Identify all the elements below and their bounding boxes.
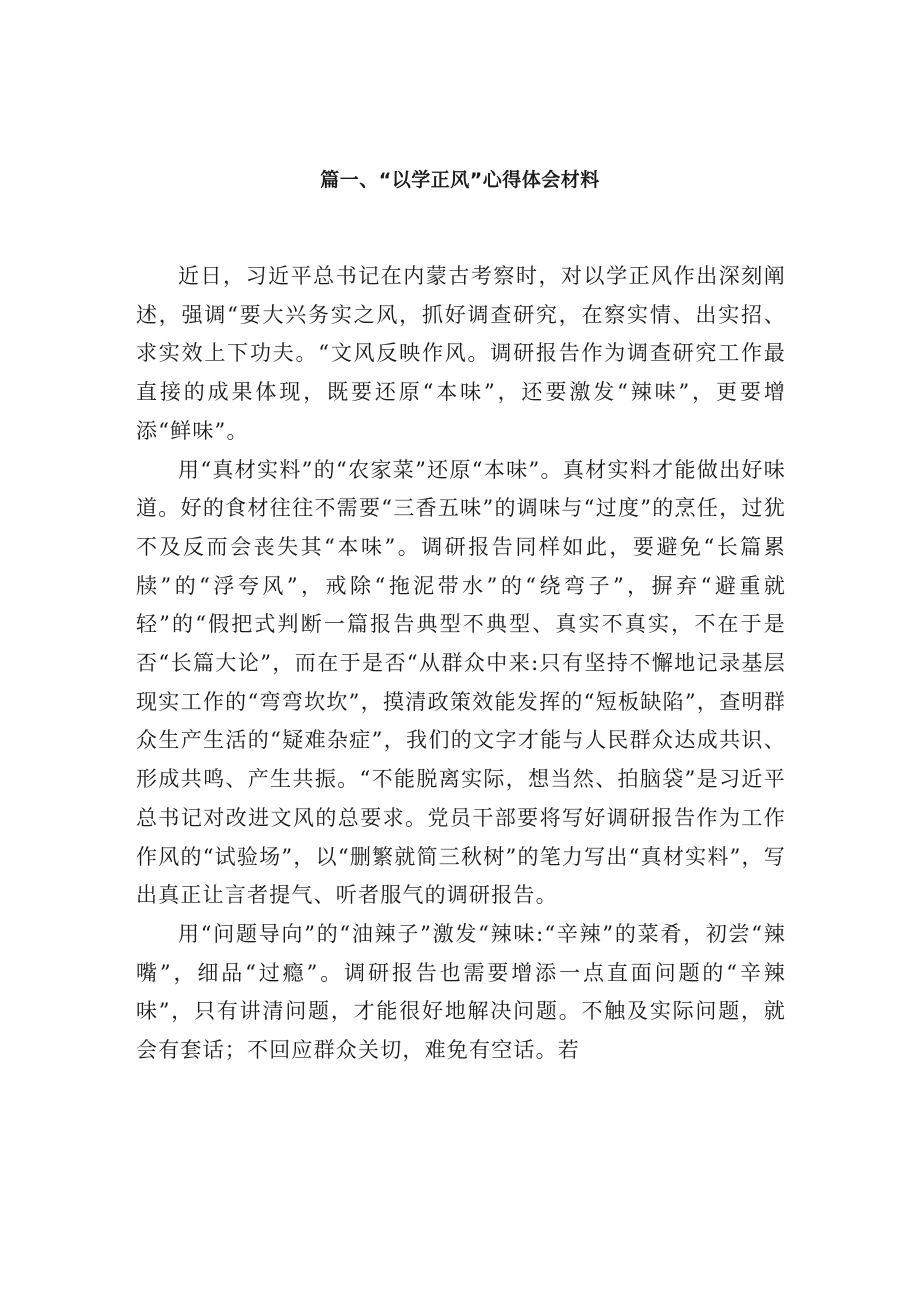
paragraph-3: 用“问题导向”的“油辣子”激发“辣味:“辛辣”的菜肴，初尝“辣嘴”，细品“过瘾”。调研报告也需要增添一点直面问题的“辛辣味”，只有讲清问题，才能很好地解决问题。不触及实际问题，就会有套话；不回应群众关切，难免有空话。若 [136,921,786,1063]
document-title: 篇一、“以学正风”心得体会材料 [320,169,600,191]
document-body [136,257,786,1070]
paragraph-2: 用“真材实料”的“农家菜”还原“本味”。真材实料才能做出好味道。好的食材往往不需要“三香五味”的调味与“过度”的烹任，过犹不及反而会丧失其“本味”。调研报告同样如此，要避免“长篇累牍”的“浮夸风”，戒除“拖泥带水”的“绕弯子”，摒弃“避重就轻”的“假把式判断一篇报告典型不典型、真实不真实，不在于是否“长篇大论”，而在于是否“从群众中来:只有坚持不懈地记录基层现实工作的“弯弯坎坎”，摸清政策效能发挥的“短板缺陷”，查明群众生产生活的“疑难杂症”，我们的文字才能与人民群众达成共识、形成共鸣、产生共振。“不能脱离实际，想当然、拍脑袋”是习近平总书记对改进文风的总要求。党员干部要将写好调研报告作为工作作风的“试验场”，以“删繁就简三秋树”的笔力写出“真材实料”，写出真正让言者提气、听者服气的调研报告。 [136,457,786,908]
paragraph-1: 近日，习近平总书记在内蒙古考察时，对以学正风作出深刻阐述，强调“要大兴务实之风，抓好调查研究，在察实情、出实招、求实效上下功夫。“文风反映作风。调研报告作为调查研究工作最直接的成果体现，既要还原“本味”，还要激发“辣味”，更要增添“鲜味”。 [136,264,786,443]
